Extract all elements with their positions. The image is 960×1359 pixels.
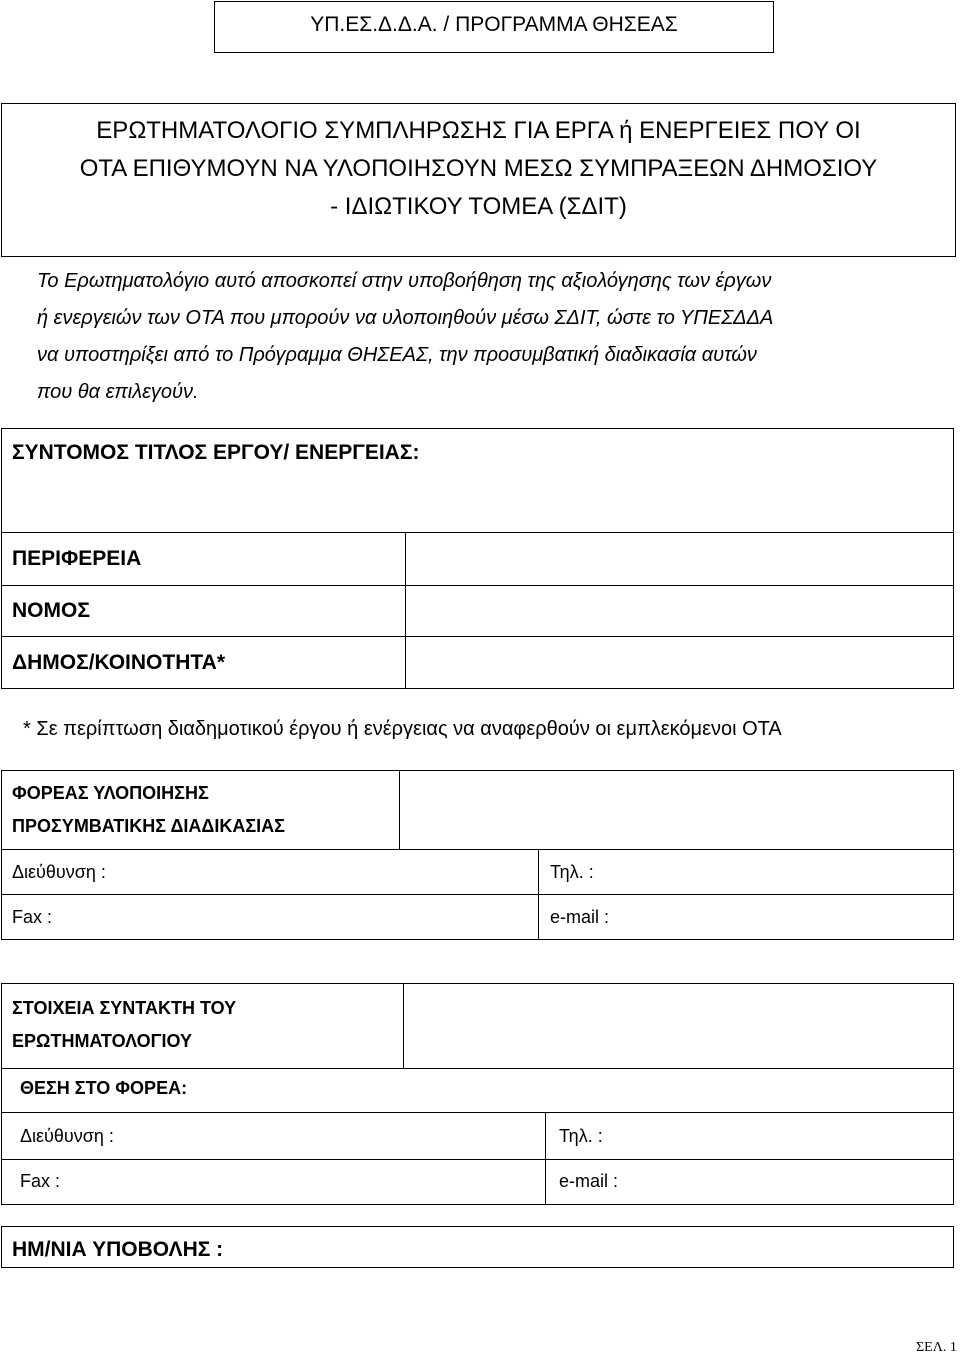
table-divider [545,1112,546,1205]
implementing-body-label-line: ΦΟΡΕΑΣ ΥΛΟΠΟΙΗΣΗΣ [12,783,209,803]
table-divider [1,1159,954,1160]
form-title-line: ΟΤΑ ΕΠΙΘΥΜΟΥΝ ΝΑ ΥΛΟΠΟΙΗΣΟΥΝ ΜΕΣΩ ΣΥΜΠΡΑΞΕΩΝ ΔΗΜΟΣΙΟΥ [79,155,878,182]
implementing-fax-label: Fax : [12,907,53,927]
short-title-field[interactable] [20,478,940,522]
implementing-body-label-line: ΠΡΟΣΥΜΒΑΤΙΚΗΣ ΔΙΑΔΙΚΑΣΙΑΣ [12,816,285,836]
author-address-label: Διεύθυνση : [20,1126,114,1146]
table-divider [405,532,406,689]
form-title-line: ΕΡΩΤΗΜΑΤΟΛΟΓΙΟ ΣΥΜΠΛΗΡΩΣΗΣ ΓΙΑ ΕΡΓΑ ή ΕΝΕΡΓΕΙΕΣ ΠΟΥ ΟΙ [96,117,861,144]
intro-line: να υποστηρίξει από το Πρόγραμμα ΘΗΣΕΑΣ, την προσυμβατική διαδικασία αυτών [37,344,757,366]
region-field[interactable] [415,540,945,580]
table-divider [403,983,404,1068]
author-label [12,992,236,1058]
header-title: ΥΠ.ΕΣ.Δ.Δ.Α. / ΠΡΟΓΡΑΜΜΑ ΘΗΣΕΑΣ [310,13,678,36]
submission-date-label: ΗΜ/ΝΙΑ ΥΠΟΒΟΛΗΣ : [12,1238,224,1261]
short-title-label: ΣΥΝΤΟΜΟΣ ΤΙΤΛΟΣ ΕΡΓΟΥ/ ΕΝΕΡΓΕΙΑΣ: [12,441,420,464]
intro-paragraph [37,263,937,411]
author-name-field[interactable] [414,993,944,1059]
table-divider [1,532,954,533]
municipality-label: ΔΗΜΟΣ/ΚΟΙΝΟΤΗΤΑ* [12,651,225,674]
author-label-line: ΕΡΩΤΗΜΑΤΟΛΟΓΙΟΥ [12,1031,192,1051]
author-fax-label: Fax : [20,1171,61,1191]
form-title [1,112,956,226]
intro-line: Το Ερωτηματολόγιο αυτό αποσκοπεί στην υποβοήθηση της αξιολόγησης των έργων [37,270,772,292]
table-divider [1,849,954,850]
implementing-body-label [12,777,285,843]
table-divider [538,849,539,940]
prefecture-label: ΝΟΜΟΣ [12,599,90,622]
page-number: ΣΕΛ. 1 [916,1340,957,1355]
implementing-body-field[interactable] [410,780,945,840]
intro-line: ή ενεργειών των ΟΤΑ που μπορούν να υλοποιηθούν μέσω ΣΔΙΤ, ώστε το ΥΠΕΣΔΔΑ [37,307,774,329]
implementing-phone-label: Τηλ. : [550,862,594,882]
region-label: ΠΕΡΙΦΕΡΕΙΑ [12,547,142,570]
municipality-field[interactable] [415,644,945,684]
form-title-line: - ΙΔΙΩΤΙΚΟΥ ΤΟΜΕΑ (ΣΔΙΤ) [330,193,627,220]
implementing-address-label: Διεύθυνση : [12,862,106,882]
table-divider [1,585,954,586]
author-position-label: ΘΕΣΗ ΣΤΟ ΦΟΡΕΑ: [20,1078,188,1098]
author-phone-label: Τηλ. : [559,1126,603,1146]
table-divider [1,894,954,895]
table-divider [399,770,400,849]
table-divider [1,1068,954,1069]
intro-line: που θα επιλεγούν. [37,381,199,403]
table-divider [1,1112,954,1113]
footnote: * Σε περίπτωση διαδημοτικού έργου ή ενέργειας να αναφερθούν οι εμπλεκόμενοι ΟΤΑ [23,718,782,740]
prefecture-field[interactable] [415,592,945,632]
author-email-label: e-mail : [559,1171,619,1191]
implementing-email-label: e-mail : [550,907,610,927]
author-label-line: ΣΤΟΙΧΕΙΑ ΣΥΝΤΑΚΤΗ ΤΟΥ [12,998,237,1018]
table-divider [1,636,954,637]
